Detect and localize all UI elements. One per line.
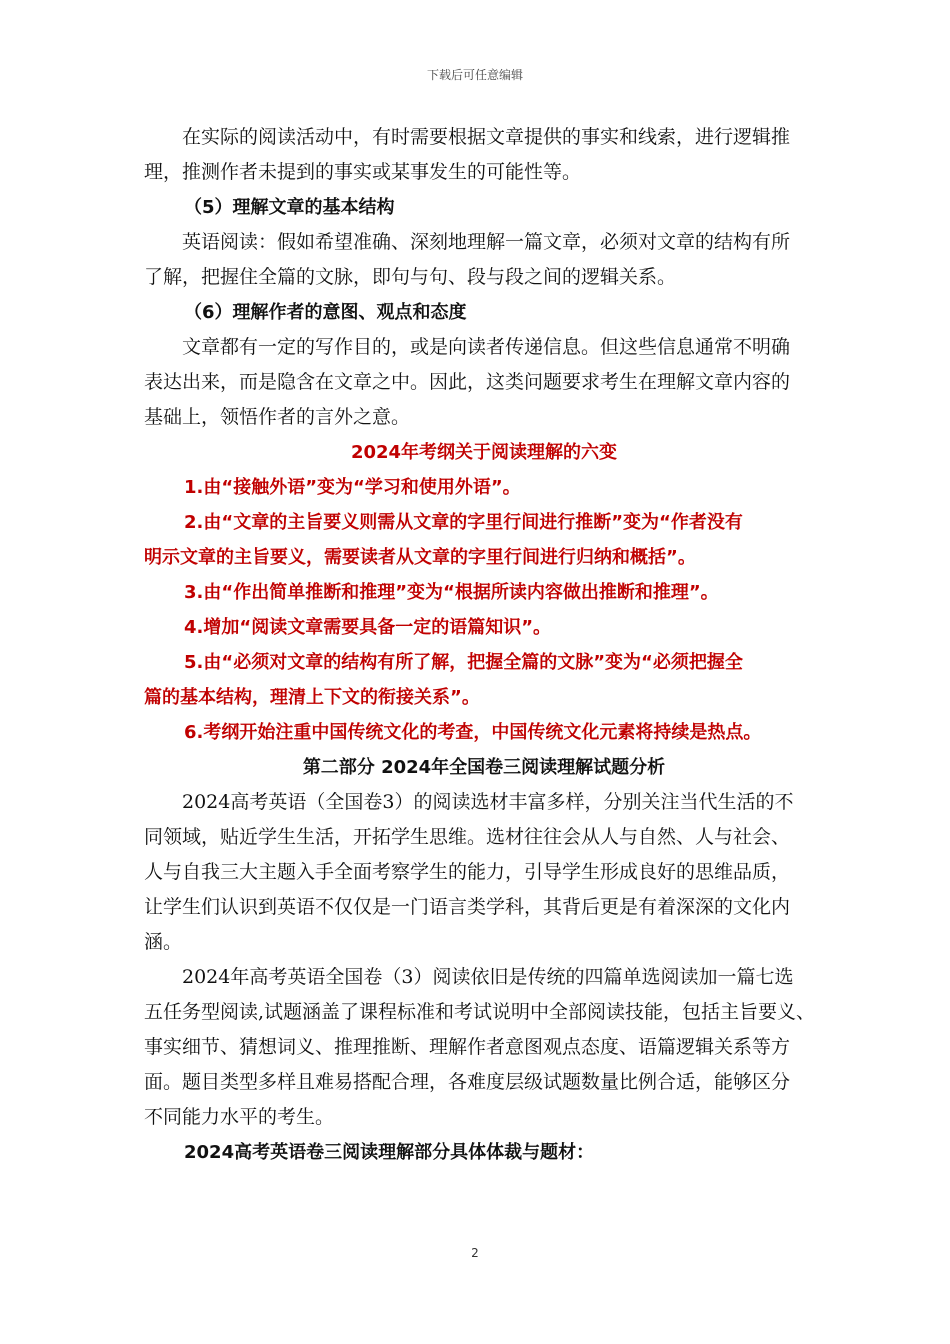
red-item: 3.由“作出简单推断和推理”变为“根据所读内容做出推断和推理”。	[184, 582, 719, 603]
paragraph-line: 2024年高考英语全国卷（3）阅读依旧是传统的四篇单选阅读加一篇七选	[182, 966, 794, 988]
document-body	[144, 120, 824, 1170]
red-item: 5.由“必须对文章的结构有所了解，把握全篇的文脉”变为“必须把握全	[184, 652, 743, 673]
paragraph-line: 英语阅读：假如希望准确、深刻地理解一篇文章，必须对文章的结构有所	[182, 231, 791, 253]
paragraph-line: 了解，把握住全篇的文脉，即句与句、段与段之间的逻辑关系。	[144, 266, 677, 288]
red-item: 6.考纲开始注重中国传统文化的考查，中国传统文化元素将持续是热点。	[184, 722, 762, 743]
section-heading: （5）理解文章的基本结构	[184, 197, 395, 218]
red-title: 2024年考纲关于阅读理解的六变	[350, 442, 618, 463]
paragraph-line: 2024高考英语（全国卷3）的阅读选材丰富多样，分别关注当代生活的不	[182, 791, 794, 813]
paragraph-line: 不同能力水平的考生。	[144, 1106, 335, 1128]
paragraph-line: 事实细节、猜想词义、推理推断、理解作者意图观点态度、语篇逻辑关系等方	[144, 1036, 791, 1058]
part-title: 第二部分 2024年全国卷三阅读理解试题分析	[302, 757, 666, 778]
paragraph-line: 面。题目类型多样且难易搭配合理，各难度层级试题数量比例合适，能够区分	[144, 1071, 791, 1093]
paragraph-line: 人与自我三大主题入手全面考察学生的能力，引导学生形成良好的思维品质，	[144, 861, 791, 883]
red-item: 篇的基本结构，理清上下文的衔接关系”。	[144, 687, 480, 708]
paragraph-line: 表达出来，而是隐含在文章之中。因此，这类问题要求考生在理解文章内容的	[144, 371, 791, 393]
subsection-heading: 2024高考英语卷三阅读理解部分具体体裁与题材：	[184, 1142, 595, 1163]
paragraph-line: 五任务型阅读,试题涵盖了课程标准和考试说明中全部阅读技能，包括主旨要义、	[144, 1001, 816, 1023]
paragraph-line: 在实际的阅读活动中，有时需要根据文章提供的事实和线索，进行逻辑推	[182, 126, 791, 148]
red-item: 4.增加“阅读文章需要具备一定的语篇知识”。	[184, 617, 552, 638]
red-item: 明示文章的主旨要义，需要读者从文章的字里行间进行归纳和概括”。	[144, 547, 696, 568]
page-header: 下载后可任意编辑	[426, 68, 523, 82]
paragraph-line: 同领域，贴近学生生活，开拓学生思维。选材往往会从人与自然、人与社会、	[144, 826, 791, 848]
paragraph-line: 基础上，领悟作者的言外之意。	[144, 406, 411, 428]
paragraph-line: 让学生们认识到英语不仅仅是一门语言类学科，其背后更是有着深深的文化内	[144, 896, 791, 918]
paragraph-line: 理，推测作者未提到的事实或某事发生的可能性等。	[144, 161, 582, 183]
red-item: 1.由“接触外语”变为“学习和使用外语”。	[184, 477, 521, 498]
paragraph-line: 文章都有一定的写作目的，或是向读者传递信息。但这些信息通常不明确	[182, 336, 791, 358]
page-number: 2	[471, 1246, 479, 1260]
red-item: 2.由“文章的主旨要义则需从文章的字里行间进行推断”变为“作者没有	[184, 512, 743, 533]
section-heading: （6）理解作者的意图、观点和态度	[184, 302, 467, 323]
paragraph-line: 涵。	[144, 931, 183, 953]
